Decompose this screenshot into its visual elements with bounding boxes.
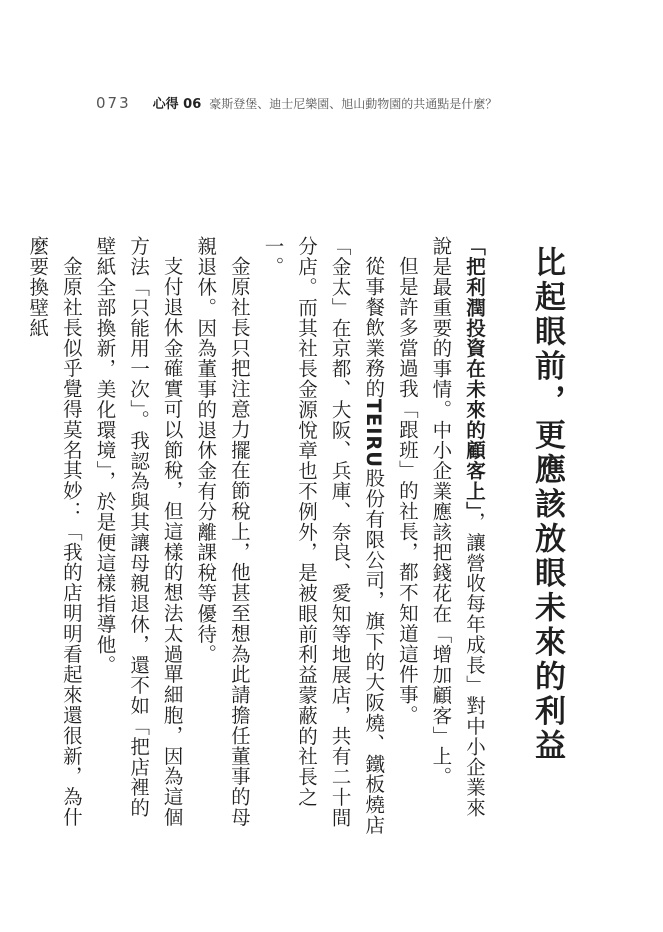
company-name: TEIRU bbox=[362, 398, 386, 468]
section-title: 比起眼前，更應該放眼未來的利益 bbox=[529, 246, 565, 764]
paragraph-3 bbox=[256, 236, 390, 836]
paragraph-1 bbox=[424, 236, 491, 836]
paragraph-5: 支付退休金確實可以節稅，但這樣的想法太過單細胞，因為這個方法「只能用一次」。我認為與其讓母親退休，還不如「把店裡的壁紙全部換新，美化環境」，於是便這樣指導他。 bbox=[93, 236, 184, 827]
paragraph-text: 從事餐飲業務的 bbox=[362, 255, 386, 399]
page-number: 073 bbox=[96, 94, 131, 112]
paragraph-text: ，讓營收每年成長」對中小企業來說是最重要的事情。中小企業應該把錢花在「增加顧客」上。 bbox=[429, 236, 486, 818]
emphasis-text: 「把利潤投資在未來的顧客上」 bbox=[463, 236, 486, 512]
body-text bbox=[21, 236, 567, 836]
paragraph-2: 但是許多當過我「跟班」的社長，都不知道這件事。 bbox=[395, 255, 419, 725]
paragraph-6: 金原社長似乎覺得莫名其妙：「我的店明明看起來還很新，為什麼要換壁紙 bbox=[26, 236, 83, 827]
paragraph-text: 股份有限公司，旗下的大阪燒、鐵板燒店「金太」在京都、大阪、兵庫、奈良、愛知等地展店，共有二十間分店。而其社長金源悅章也不例外，是被眼前利益蒙蔽的社長之一。 bbox=[261, 236, 386, 835]
chapter-title: 豪斯登堡、迪士尼樂園、旭山動物園的共通點是什麼？ bbox=[209, 97, 498, 111]
chapter-label: 心得 06 bbox=[152, 97, 202, 112]
running-header bbox=[96, 93, 497, 115]
paragraph-4: 金原社長只把注意力擺在節稅上，他甚至想為此請擔任董事的母親退休。因為董事的退休金有分離課稅等優待。 bbox=[194, 236, 251, 827]
